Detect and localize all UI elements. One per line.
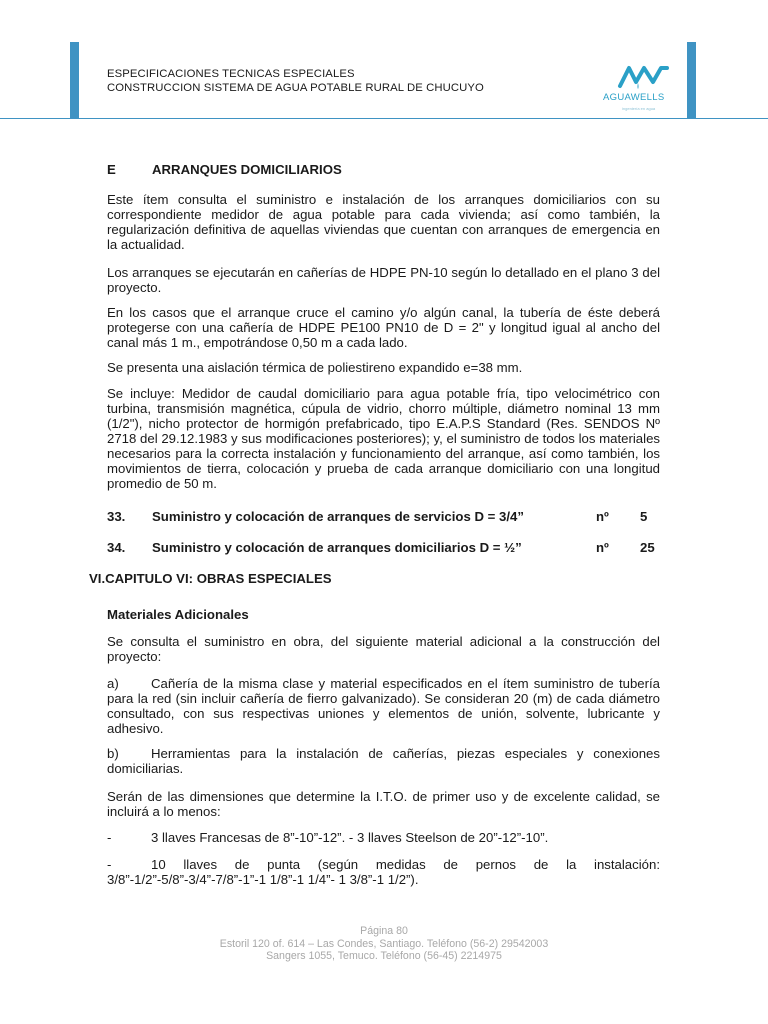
header-line-1: ESPECIFICACIONES TECNICAS ESPECIALES [107, 68, 355, 80]
item-34-description: Suministro y colocación de arranques domiciliarios D = ½” [152, 540, 522, 555]
page-number: Página 80 [360, 925, 408, 937]
document-header [107, 67, 484, 95]
logo-tagline: ingeniería en agua [622, 106, 656, 111]
bullet-2-text: 10 llaves de punta (según medidas de pernos de la instalación: 3/8”-1/2”-5/8”-3/4”-7/8”-1”-1 1/8”-1 1/4”- 1 3/8”-1 1/2”). [107, 857, 660, 887]
item-b-text: Herramientas para la instalación de cañerías, piezas especiales y conexiones domiciliarias. [107, 746, 660, 776]
item-a-marker: a) [107, 676, 119, 691]
header-line-2: CONSTRUCCION SISTEMA DE AGUA POTABLE RURAL DE CHUCUYO [107, 82, 484, 94]
bullet-1-text: 3 llaves Francesas de 8”-10”-12”. - 3 llaves Steelson de 20”-12”-10”. [151, 830, 549, 845]
bullet-1-marker: - [107, 830, 112, 845]
item-34-number: 34. [107, 540, 126, 555]
header-accent-bar-right [687, 42, 696, 118]
item-a-text: Cañería de la misma clase y material especificados en el ítem suministro de tubería para la red (sin incluir cañería de fierro galvanizado). Se consideran 20 (m) de cada diámetro consultado, con sus respectivas uniones y elementos de unión, solvente, lubricante y adhesivo. [107, 676, 660, 736]
chapter-title: VI.CAPITULO VI: OBRAS ESPECIALES [89, 571, 332, 586]
dimensions-paragraph: Serán de las dimensiones que determine la I.T.O. de primer uso y de excelente calidad, se incluirá a lo menos: [107, 789, 660, 819]
materials-title: Materiales Adicionales [107, 607, 249, 622]
section-letter: E [107, 162, 116, 177]
footer-address-temuco: Sangers 1055, Temuco. Teléfono (56-45) 2214975 [266, 950, 502, 962]
header-divider [0, 118, 768, 119]
item-34-quantity: 25 [640, 540, 655, 555]
section-e-paragraph-5: Se incluye: Medidor de caudal domiciliario para agua potable fría, tipo velocimétrico con turbina, transmisión magnética, cúpula de vidrio, chorro múltiple, diámetro nominal 13 mm (1/2"), nicho protector de hormigón prefabricado, tipo E.A.P.S Standard (Res. SENDOS Nº 2718 del 29.12.1983 y sus modificaciones posteriores); y, el suministro de todos los materiales necesarios para la correcta instalación y funcionamiento del arranque, así como también, los movimientos de tierra, colocación y prueba de cada arranque domiciliario con una longitud promedio de 50 m. [107, 386, 660, 491]
section-e-paragraph-1: Este ítem consulta el suministro e instalación de los arranques domiciliarios con su correspondiente medidor de agua potable para cada vivienda; así como también, la regularización definitiva de aquellas viviendas que cuentan con arranques de emergencia en la actualidad. [107, 192, 660, 252]
item-34-unit: nº [596, 540, 609, 555]
item-33-description: Suministro y colocación de arranques de servicios D = 3/4” [152, 509, 524, 524]
section-title: ARRANQUES DOMICILIARIOS [152, 162, 342, 177]
item-b-marker: b) [107, 746, 119, 761]
footer [0, 925, 768, 963]
bullet-2-marker: - [107, 857, 112, 872]
section-e-paragraph-2: Los arranques se ejecutarán en cañerías de HDPE PN-10 según lo detallado en el plano 3 del proyecto. [107, 265, 660, 295]
item-33-unit: nº [596, 509, 609, 524]
materials-intro: Se consulta el suministro en obra, del siguiente material adicional a la construcción del proyecto: [107, 634, 660, 664]
item-33-quantity: 5 [640, 509, 648, 524]
item-33-number: 33. [107, 509, 126, 524]
section-e-paragraph-3: En los casos que el arranque cruce el camino y/o algún canal, la tubería de éste deberá protegerse con una cañería de HDPE PE100 PN10 de D = 2" y longitud igual al ancho del canal más 1 m., empotrándose 0,50 m a cada lado. [107, 305, 660, 350]
footer-address-santiago: Estoril 120 of. 614 – Las Condes, Santiago. Teléfono (56-2) 29542003 [219, 937, 549, 950]
section-e-paragraph-4: Se presenta una aislación térmica de poliestireno expandido e=38 mm. [107, 360, 523, 375]
logo-wordmark: AGUAWELLS [603, 92, 665, 103]
header-accent-bar-left [70, 42, 79, 118]
